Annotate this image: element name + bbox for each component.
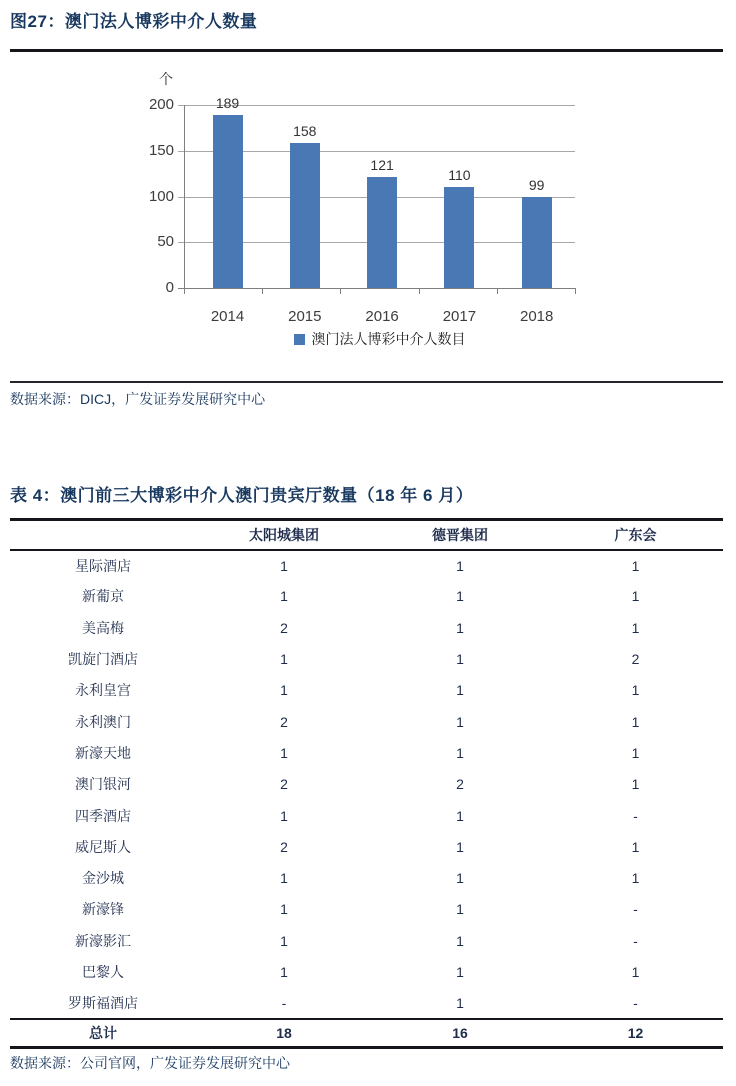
x-tick-label: 2014 [210,308,245,325]
cell-value: - [633,994,638,1011]
table-row [10,956,723,987]
x-axis-line [178,288,575,289]
row-label: 新葡京 [82,588,124,605]
table-row [10,550,723,581]
cell-value: 1 [631,588,640,605]
cell-value: 1 [631,964,640,980]
bar [290,143,320,288]
cell-value: 1 [280,964,288,980]
total-value: 16 [372,1019,548,1048]
cell-value: 1 [631,838,640,855]
cell-value: 1 [280,557,288,574]
row-label: 四季酒店 [75,807,131,824]
cell-value: 1 [280,901,288,918]
cell-value: 2 [280,713,288,730]
table-total-row [10,1019,723,1048]
cell-value: 2 [456,776,464,793]
header-empty-cell [10,520,196,550]
row-label: 新濠影汇 [75,932,131,949]
bar [213,115,243,288]
row-label: 凯旋门酒店 [68,651,138,668]
cell-value: 1 [631,776,640,793]
x-axis-tick [340,288,341,294]
cell-value: 1 [631,870,640,887]
bar-chart [10,58,723,360]
table-row [10,581,723,612]
cell-value: 1 [456,964,464,980]
table-source: 数据来源：公司官网，广发证券发展研究中心 [10,1055,290,1072]
row-label: 星际酒店 [75,557,131,574]
total-value: 12 [548,1019,723,1048]
bar [522,197,552,288]
x-tick-label: 2016 [365,308,399,325]
cell-value: 1 [456,651,464,668]
table-row [10,831,723,862]
bar-value-label: 189 [215,95,240,112]
cell-value: 1 [280,807,288,824]
table-row [10,612,723,643]
cell-value: 2 [280,838,288,855]
cell-value: 1 [280,588,288,605]
cell-value: 1 [280,932,288,949]
cell-value: 2 [280,776,288,793]
y-tick-label: 100 [148,187,174,205]
row-label: 巴黎人 [82,964,124,980]
bar [444,187,474,288]
x-axis-tick [497,288,498,294]
table-row [10,643,723,674]
cell-value: 1 [631,713,640,730]
cell-value: - [281,994,287,1011]
x-axis-tick [184,288,185,294]
cell-value: 1 [456,870,464,887]
table-body [10,550,723,1019]
y-axis-line [184,105,185,294]
cell-value: 1 [280,744,288,761]
cell-value: 1 [280,651,288,668]
cell-value: 1 [280,682,288,699]
cell-value: 1 [631,557,640,574]
cell-value: 2 [280,619,288,636]
vip-room-table [10,518,723,1049]
total-value: 18 [196,1019,372,1048]
bar-value-label: 121 [370,157,394,174]
table-row [10,706,723,737]
table-row [10,862,723,893]
row-label: 澳门银河 [75,776,131,793]
cell-value: - [633,932,638,949]
y-tick-label: 0 [165,279,174,296]
cell-value: 1 [456,994,464,1011]
cell-value: 1 [280,870,288,887]
table-row [10,925,723,956]
cell-value: 1 [631,682,640,699]
legend-label: 澳门法人博彩中介人数目 [311,333,466,348]
cell-value: 1 [456,901,464,918]
y-tick-label: 150 [148,141,174,159]
cell-value: 1 [456,713,464,730]
row-label: 金沙城 [82,870,124,887]
figure-title: 图27：澳门法人博彩中介人数量 [10,12,258,31]
title-separator [10,49,723,52]
row-label: 永利皇宫 [75,682,131,699]
x-tick-label: 2018 [520,308,554,325]
total-label: 总计 [10,1019,196,1048]
row-label: 美高梅 [82,619,124,636]
cell-value: 1 [456,807,464,824]
x-tick-label: 2015 [288,308,322,325]
cell-value: 1 [456,744,464,761]
cell-value: - [633,901,638,918]
cell-value: 1 [631,619,640,636]
y-tick-label: 50 [157,233,174,251]
row-label: 新濠天地 [75,744,131,761]
cell-value: 1 [456,557,464,574]
table-title: 表 4：澳门前三大博彩中介人澳门贵宾厅数量（18 年 6 月） [10,486,474,505]
table-row [10,737,723,768]
table-row [10,675,723,706]
header-col-suncity: 太阳城集团 [196,520,372,550]
table-row [10,769,723,800]
cell-value: - [633,807,638,824]
bar-value-label: 99 [528,177,545,194]
header-col-guangdong: 广东会 [548,520,723,550]
cell-value: 2 [631,651,640,668]
y-axis-unit-label: 个 [159,71,173,87]
table-header [10,520,723,550]
row-label: 罗斯福酒店 [68,994,138,1011]
table-row [10,988,723,1019]
figure-source: 数据来源：DICJ，广发证券发展研究中心 [10,391,266,407]
figure-bottom-separator [10,381,723,383]
header-col-dejin: 德晋集团 [372,520,548,550]
row-label: 威尼斯人 [75,838,131,855]
cell-value: 1 [631,744,640,761]
table-row [10,894,723,925]
cell-value: 1 [456,682,464,699]
row-label: 永利澳门 [75,713,131,730]
cell-value: 1 [456,838,464,855]
table-row [10,800,723,831]
bar [367,177,397,288]
cell-value: 1 [456,932,464,949]
cell-value: 1 [456,588,464,605]
legend-swatch-icon [294,334,305,345]
x-axis-tick [419,288,420,294]
bar-value-label: 158 [293,123,317,140]
table-header-row [10,520,723,550]
x-axis-tick [262,288,263,294]
row-label: 新濠锋 [82,901,124,918]
chart-legend [184,329,575,349]
table-footer [10,1019,723,1048]
x-axis-tick [575,288,576,294]
x-tick-label: 2017 [442,308,477,325]
cell-value: 1 [456,619,464,636]
bar-value-label: 110 [448,167,471,184]
y-tick-label: 200 [148,96,174,113]
